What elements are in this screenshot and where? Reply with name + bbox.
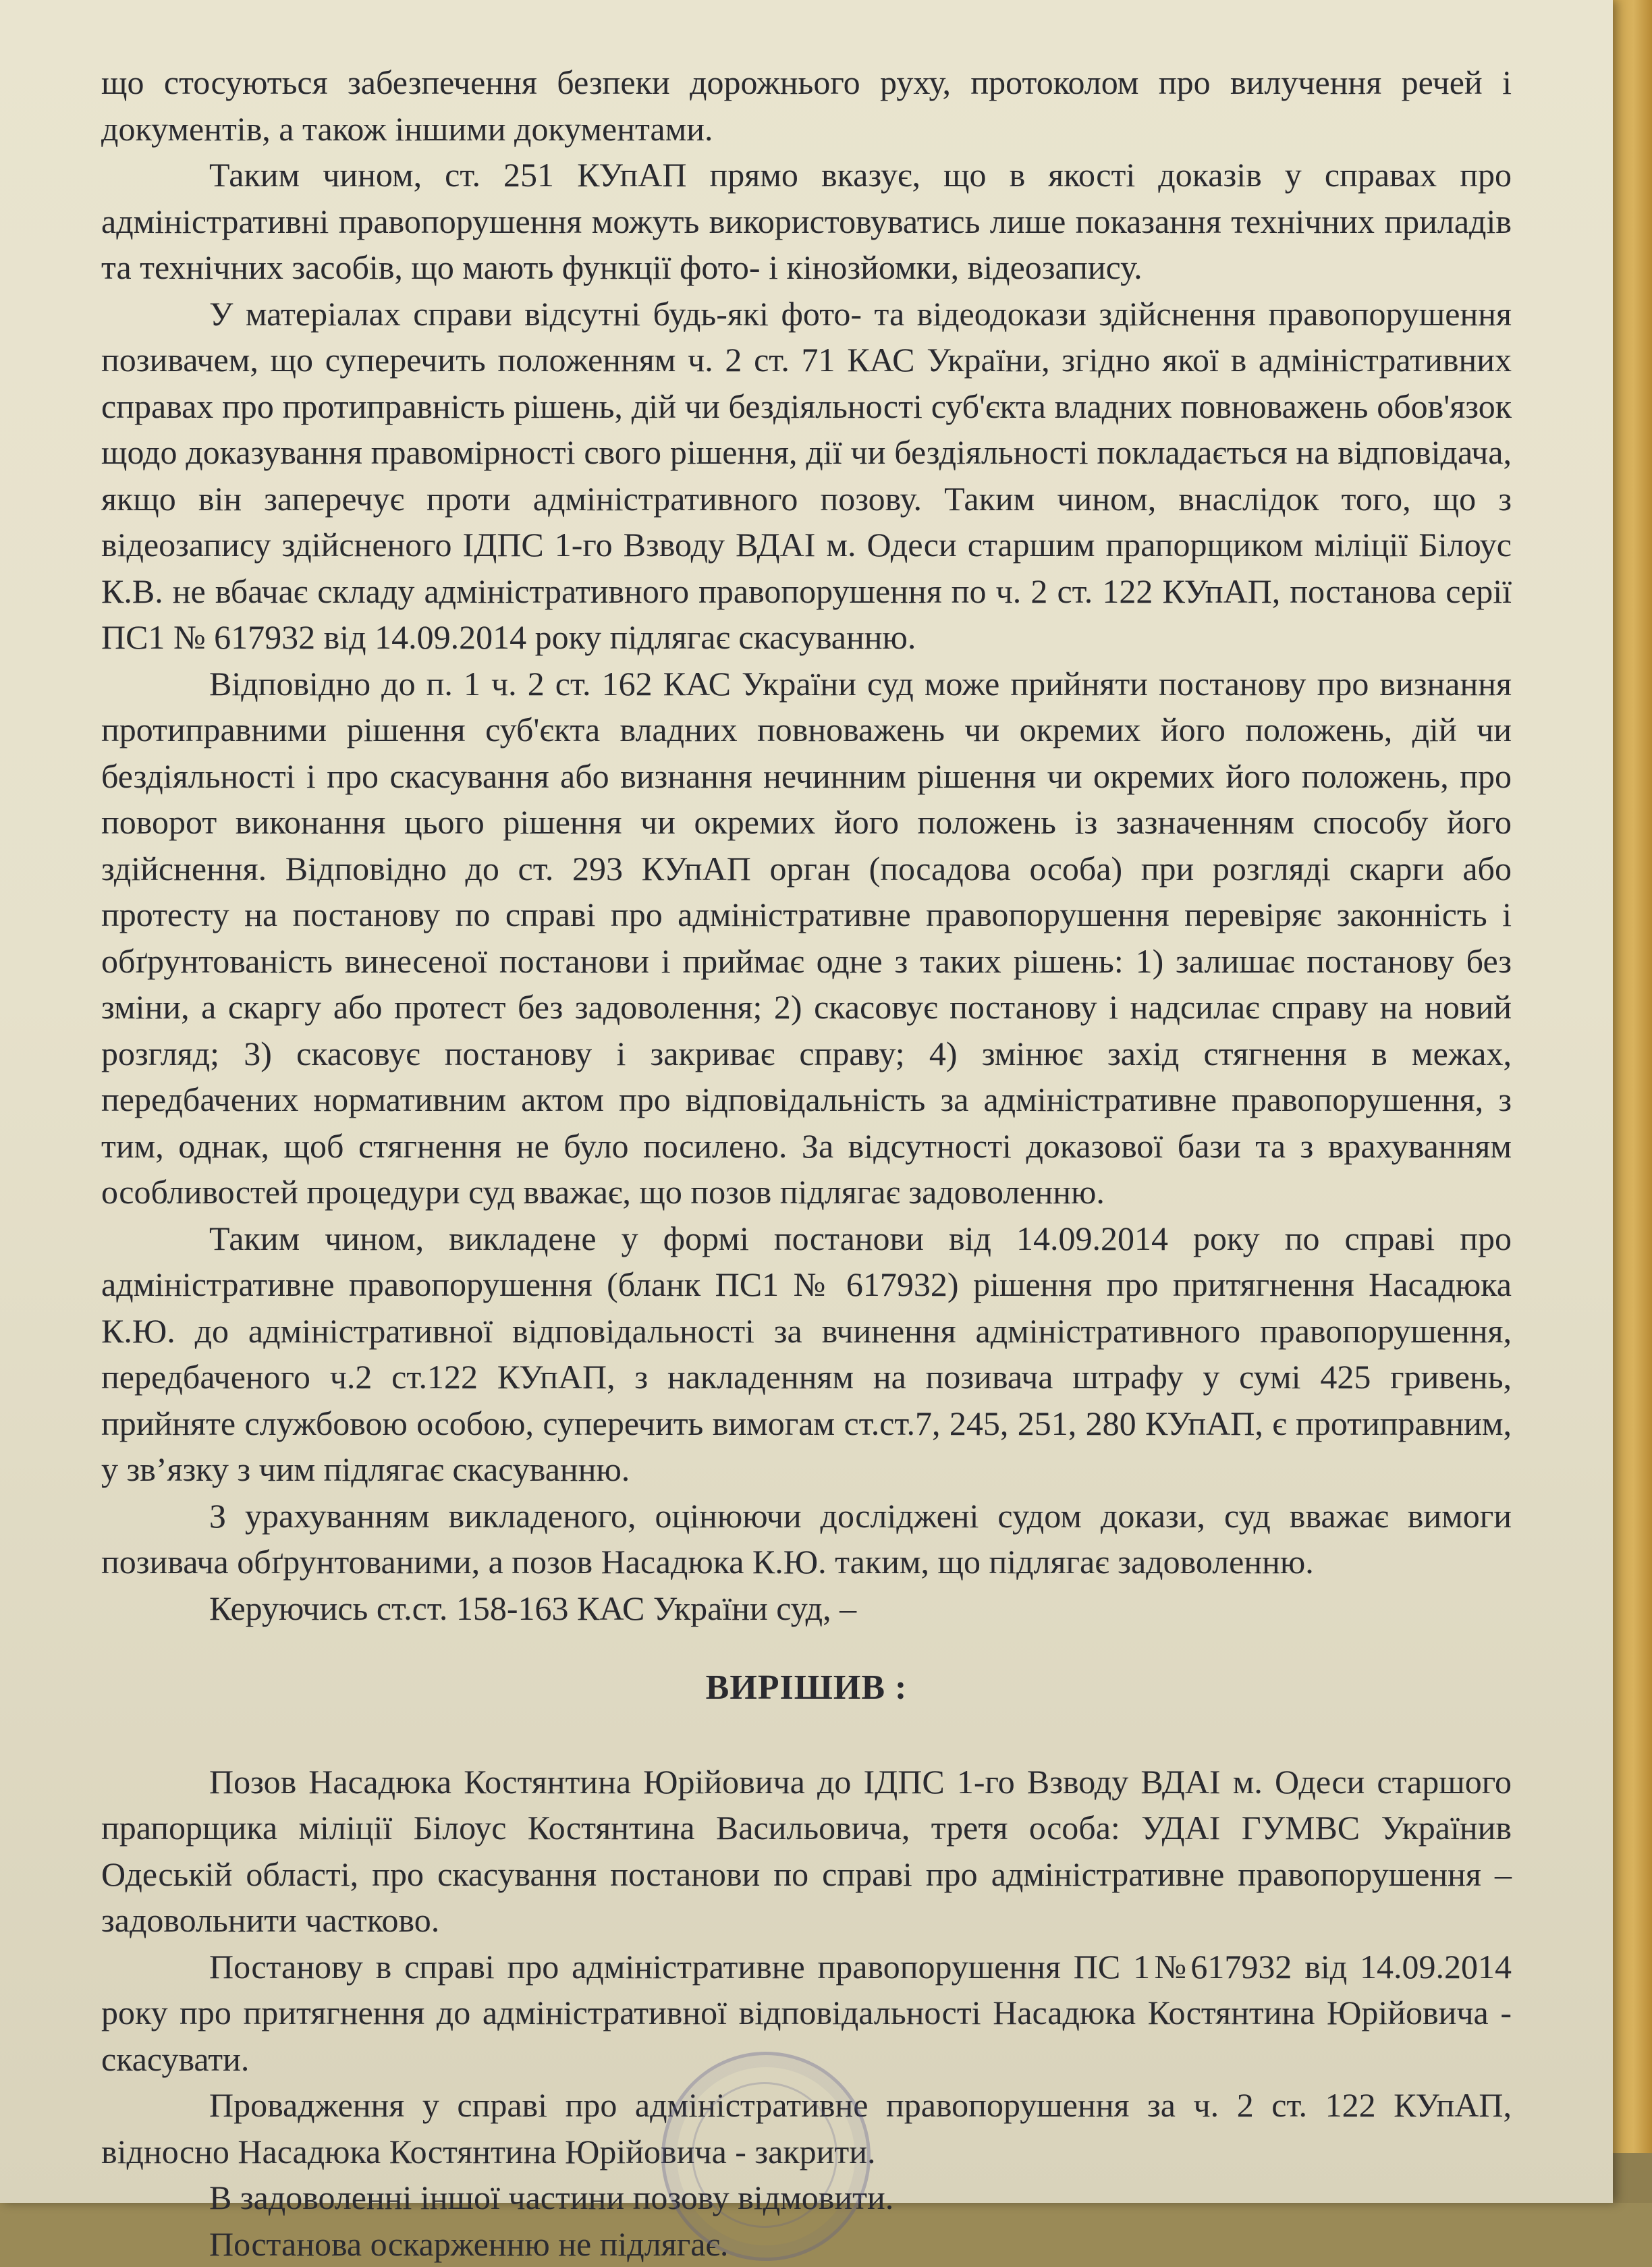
- paragraph: Постанова оскарженню не підлягає.: [101, 2221, 1512, 2267]
- paragraph: Постанову в справі про адміністративне правопорушення ПС 1№617932 від 14.09.2014 року про притягнення до адміністративної відповідальності Насадюка Костянтина Юрійовича - скасувати.: [101, 1944, 1512, 2083]
- paragraph: Відповідно до п. 1 ч. 2 ст. 162 КАС України суд може прийняти постанову про визнання протиправними рішення суб'єкта владних повноважень чи окремих його положень, дій чи бездіяльності і про скасування або визнання нечинним рішення чи окремих його положень, про поворот виконання цього рішення чи окремих його положень із зазначенням способу його здійснення. Відповідно до ст. 293 КУпАП орган (посадова особа) при розгляді скарги або протесту на постанову по справі про адміністративне правопорушення перевіряє законність і обґрунтованість винесеної постанови і приймає одне з таких рішень: 1) залишає постанову без зміни, а скаргу або протест без задоволення; 2) скасовує постанову і надсилає справу на новий розгляд; 3) скасовує постанову і закриває справу; 4) змінює захід стягнення в межах, передбачених нормативним актом про відповідальність за адміністративне правопорушення, з тим, однак, щоб стягнення не було посилено. За відсутності доказової бази та з врахуванням особливостей процедури суд вважає, що позов підлягає задоволенню.: [101, 661, 1512, 1216]
- paragraph: Керуючись ст.ст. 158-163 КАС України суд, –: [101, 1585, 1512, 1632]
- paragraph: З урахуванням викладеного, оцінюючи досліджені судом докази, суд вважає вимоги позивача обґрунтованими, а позов Насадюка К.Ю. таким, що підлягає задоволенню.: [101, 1493, 1512, 1585]
- paragraph: Таким чином, ст. 251 КУпАП прямо вказує, що в якості доказів у справах про адміністративні правопорушення можуть використовуватись лише показання технічних приладів та технічних засобів, що мають функції фото- і кінозйомки, відеозапису.: [101, 152, 1512, 291]
- paragraph: В задоволенні іншої частини позову відмовити.: [101, 2175, 1512, 2221]
- background-right-edge: [1606, 0, 1652, 2203]
- paragraph: Позов Насадюка Костянтина Юрійовича до ІДПС 1-го Взводу ВДАІ м. Одеси старшого прапорщика міліції Білоус Костянтина Васильовича, третя особа: УДАІ ГУМВС Українив Одеській області, про скасування постанови по справі про адміністративне правопорушення – задовольнити частково.: [101, 1759, 1512, 1944]
- paragraph: У матеріалах справи відсутні будь-які фото- та відеодокази здійснення правопорушення позивачем, що суперечить положенням ч. 2 ст. 71 КАС України, згідно якої в адміністративних справах про протиправність рішень, дій чи бездіяльності суб'єкта владних повноважень обов'язок щодо доказування правомірності свого рішення, дії чи бездіяльності покладається на відповідача, якщо він заперечує проти адміністративного позову. Таким чином, внаслідок того, що з відеозапису здійсненого ІДПС 1-го Взводу ВДАІ м. Одеси старшим прапорщиком міліції Білоус К.В. не вбачає складу адміністративного правопорушення по ч. 2 ст. 122 КУпАП, постанова серії ПС1 № 617932 від 14.09.2014 року підлягає скасуванню.: [101, 291, 1512, 661]
- paragraph: Провадження у справі про адміністративне правопорушення за ч. 2 ст. 122 КУпАП, відносно Насадюка Костянтина Юрійовича - закрити.: [101, 2082, 1512, 2175]
- paragraph: Таким чином, викладене у формі постанови від 14.09.2014 року по справі про адміністративне правопорушення (бланк ПС1 № 617932) рішення про притягнення Насадюка К.Ю. до адміністративної відповідальності за вчинення адміністративного правопорушення, передбаченого ч.2 ст.122 КУпАП, з накладенням на позивача штрафу у сумі 425 гривень, прийняте службовою особою, суперечить вимогам ст.ст.7, 245, 251, 280 КУпАП, є протиправним, у зв’язку з чим підлягає скасуванню.: [101, 1216, 1512, 1493]
- document-body: [101, 59, 1512, 2267]
- court-seal-stamp: [661, 2052, 871, 2261]
- court-seal-inner-ring: [692, 2082, 837, 2228]
- decision-heading: ВИРІШИВ :: [101, 1665, 1512, 1712]
- paragraph: що стосуються забезпечення безпеки дорожнього руху, протоколом про вилучення речей і документів, а також іншими документами.: [101, 59, 1512, 152]
